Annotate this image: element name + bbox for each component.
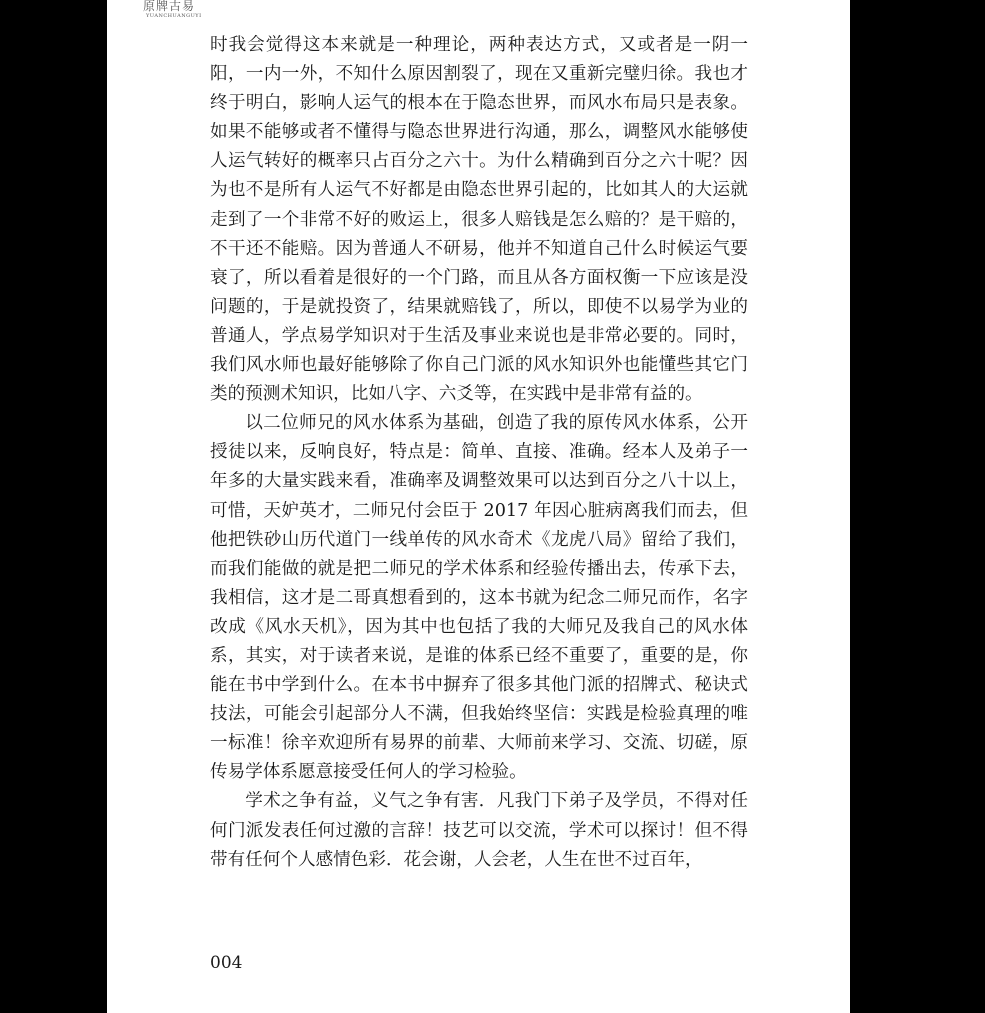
page-number: 004: [210, 953, 243, 973]
paragraph-3: 学术之争有益，义气之争有害．凡我门下弟子及学员，不得对任何门派发表任何过激的言辞！技艺可以交流，学术可以探讨！但不得带有任何个人感情色彩．花会谢，人会老，人生在世不过百年，: [210, 791, 748, 870]
logo-text: 原牌古易: [143, 0, 196, 13]
paragraph-1: 时我会觉得这本来就是一种理论，两种表达方式，又或者是一阴一阳，一内一外，不知什么原因割裂了，现在又重新完璧归徐。我也才终于明白，影响人运气的根本在于隐态世界，而风水布局只是表象。如果不能够或者不懂得与隐态世界进行沟通，那么，调整风水能够使人运气转好的概率只占百分之六十。为什么精确到百分之六十呢？因为也不是所有人运气不好都是由隐态世界引起的，比如其人的大运就走到了一个非常不好的败运上，很多人赔钱是怎么赔的？是干赔的，不干还不能赔。因为普通人不研易，他并不知道自己什么时候运气要衰了，所以看着是很好的一个门路，而且从各方面权衡一下应该是没问题的，于是就投资了，结果就赔钱了，所以，即使不以易学为业的普通人，学点易学知识对于生活及事业来说也是非常必要的。同时，我们风水师也最好能够除了你自己门派的风水知识外也能懂些其它门类的预测术知识，比如八字、六爻等，在实践中是非常有益的。: [210, 35, 748, 405]
logo-subtext: YUANCHUANGUYI: [146, 13, 202, 19]
body-text: [210, 31, 748, 875]
paragraph-2: 以二位师兄的风水体系为基础，创造了我的原传风水体系，公开授徒以来，反响良好，特点是：简单、直接、准确。经本人及弟子一年多的大量实践来看，准确率及调整效果可以达到百分之八十以上，可惜，天妒英才，二师兄付会臣于 2017 年因心脏病离我们而去，但他把铁砂山历代道门一线单传的风水奇术《龙虎八局》留给了我们，而我们能做的就是把二师兄的学术体系和经验传播出去，传承下去，我相信，这才是二哥真想看到的，这本书就为纪念二师兄而作，名字改成《风水天机》，因为其中也包括了我的大师兄及我自己的风水体系，其实，对于读者来说，是谁的体系已经不重要了，重要的是，你能在书中学到什么。在本书中摒弃了很多其他门派的招牌式、秘诀式技法，可能会引起部分人不满，但我始终坚信：实践是检验真理的唯一标准！徐辛欢迎所有易界的前辈、大师前来学习、交流、切磋，原传易学体系愿意接受任何人的学习检验。: [210, 413, 748, 783]
publisher-logo: [143, 0, 203, 24]
document-page: [107, 0, 850, 1013]
